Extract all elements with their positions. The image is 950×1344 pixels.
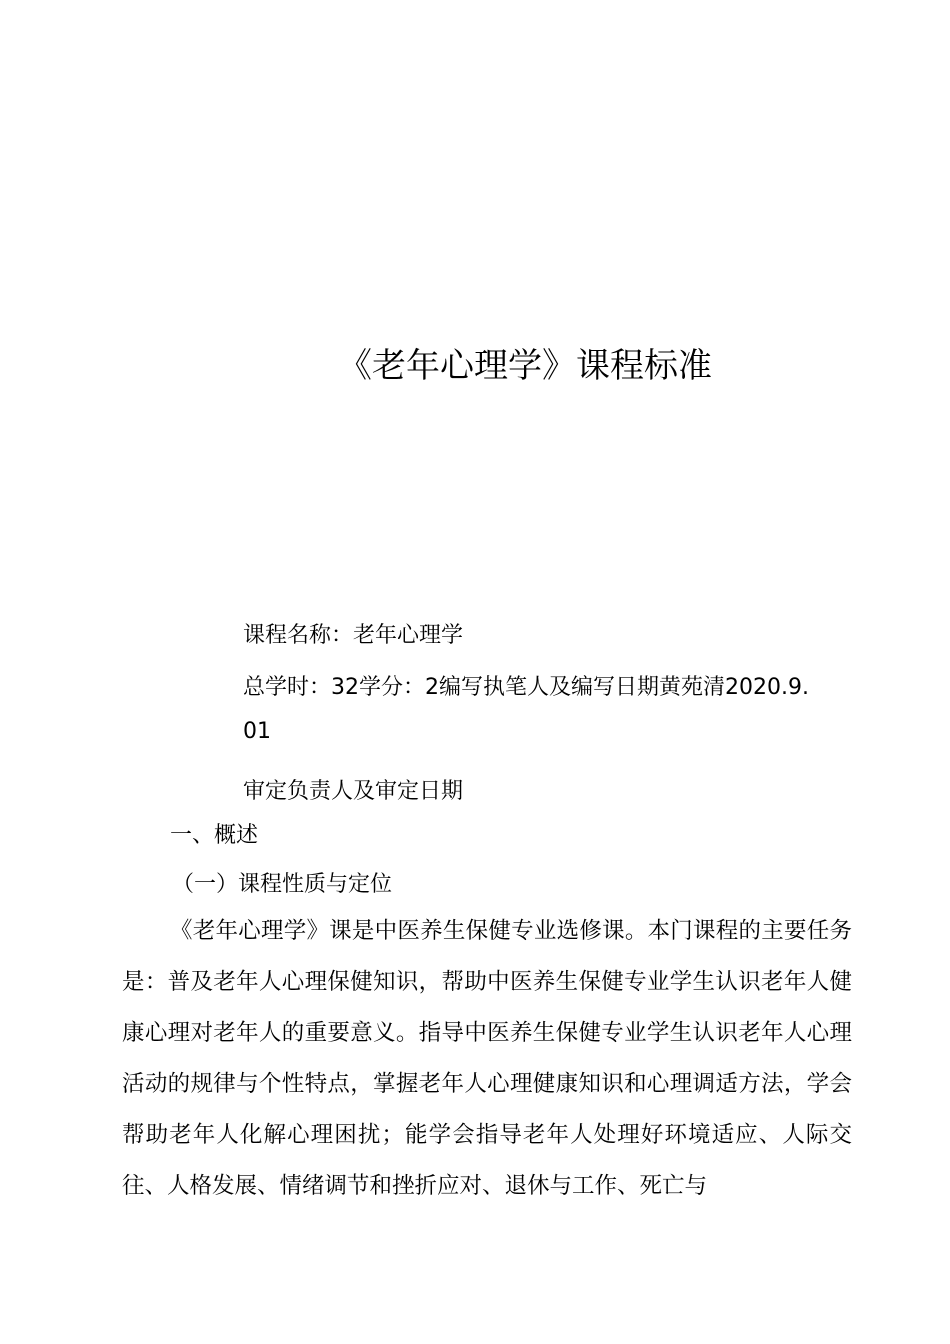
subsection-heading: （一）课程性质与定位	[172, 872, 393, 897]
section-heading: 一、概述	[170, 823, 259, 848]
course-name-line: 课程名称：老年心理学	[243, 623, 464, 648]
body-paragraph: 《老年心理学》课是中医养生保健专业选修课。本门课程的主要任务是：普及老年人心理保健知识，帮助中医养生保健专业学生认识老年人健康心理对老年人的重要意义。指导中医养生保健专业学生认识老年人心理活动的规律与个性特点，掌握老年人心理健康知识和心理调适方法，学会帮助老年人化解心理困扰；能学会指导老年人处理好环境适应、人际交往、人格发展、情绪调节和挫折应对、退休与工作、死亡与	[122, 918, 852, 1199]
document-title: 《老年心理学》课程标准	[338, 346, 712, 386]
course-hours-line: 总学时：32学分：2编写执笔人及编写日期黄苑清2020.9.	[243, 675, 809, 700]
course-hours-line-continued: 01	[243, 719, 271, 744]
review-line: 审定负责人及审定日期	[243, 779, 464, 804]
